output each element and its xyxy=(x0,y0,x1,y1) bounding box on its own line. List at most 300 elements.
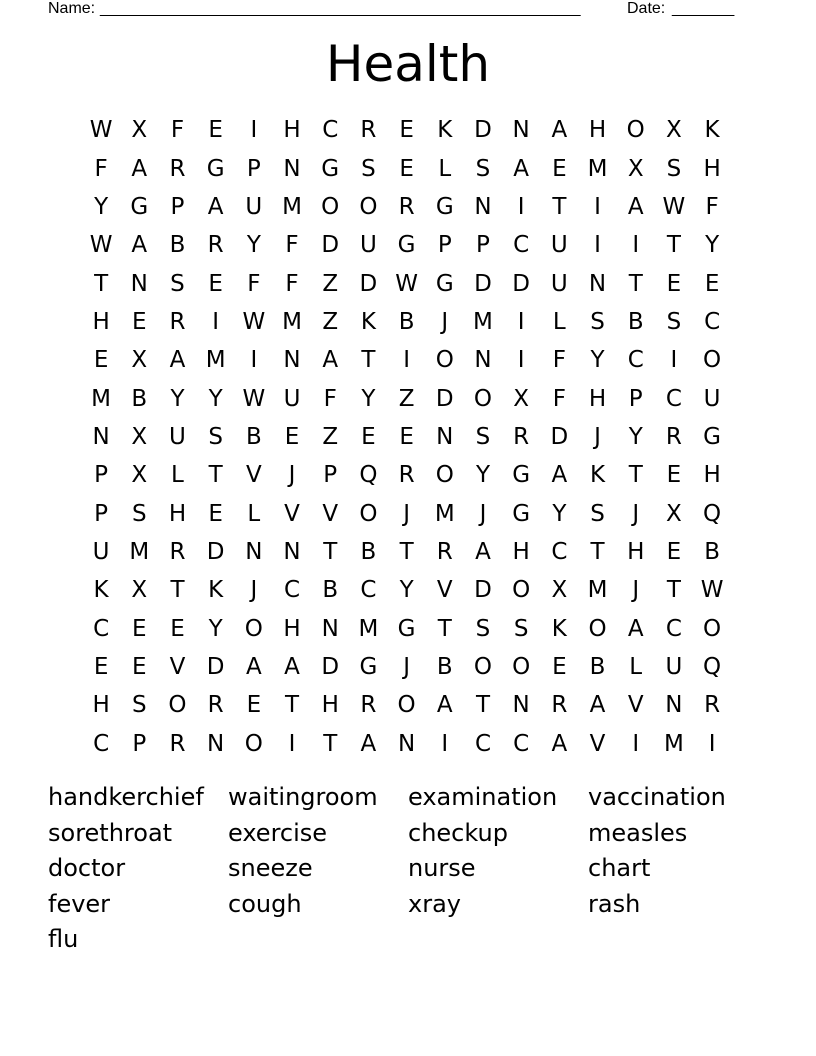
grid-letter: B xyxy=(245,423,262,450)
grid-letter: Z xyxy=(322,423,339,450)
word-list-item: fever xyxy=(48,889,111,918)
grid-letter: X xyxy=(666,117,682,144)
grid-letter: O xyxy=(435,347,454,374)
word-list-item: cough xyxy=(228,889,302,918)
grid-letter: N xyxy=(474,347,492,374)
grid-letter: D xyxy=(435,385,454,412)
grid-letter: E xyxy=(552,155,567,182)
grid-letter: E xyxy=(93,653,109,680)
grid-letter: M xyxy=(473,308,493,335)
grid-letter: Y xyxy=(170,385,185,412)
grid-letter: T xyxy=(628,270,643,297)
grid-letter: M xyxy=(282,193,302,220)
word-list xyxy=(48,780,768,958)
grid-letter: N xyxy=(92,423,110,450)
grid-letter: B xyxy=(627,308,644,335)
grid-letter: C xyxy=(513,232,530,259)
grid-letter: D xyxy=(206,653,225,680)
grid-letter: E xyxy=(208,500,223,527)
grid-letter: G xyxy=(703,423,721,450)
grid-letter: T xyxy=(437,615,452,642)
grid-letter: P xyxy=(132,730,147,757)
grid-letter: L xyxy=(552,308,566,335)
grid-letter: W xyxy=(89,117,113,144)
grid-letter: I xyxy=(632,730,640,757)
grid-letter: K xyxy=(704,117,720,144)
grid-letter: K xyxy=(360,308,376,335)
grid-letter: X xyxy=(131,462,148,489)
grid-letter: N xyxy=(436,423,454,450)
grid-letter: D xyxy=(321,232,340,259)
grid-letter: X xyxy=(666,500,682,527)
grid-letter: R xyxy=(360,692,377,719)
grid-letter: K xyxy=(551,615,567,642)
grid-letter: V xyxy=(589,730,606,757)
grid-letter: O xyxy=(703,347,722,374)
grid-letter: P xyxy=(476,232,490,259)
grid-letter: I xyxy=(594,232,601,259)
grid-row xyxy=(82,609,732,647)
grid-letter: H xyxy=(703,155,721,182)
grid-letter: S xyxy=(361,155,376,182)
grid-letter: L xyxy=(438,155,452,182)
grid-letter: R xyxy=(398,462,415,489)
grid-letter: U xyxy=(245,193,263,220)
grid-letter: I xyxy=(517,308,525,335)
grid-letter: N xyxy=(588,270,607,297)
grid-letter: A xyxy=(131,155,148,182)
grid-letter: C xyxy=(360,577,377,604)
grid-letter: E xyxy=(399,155,414,182)
grid-letter: P xyxy=(170,193,185,220)
grid-letter: A xyxy=(360,730,377,757)
grid-letter: A xyxy=(436,692,453,719)
grid-letter: Y xyxy=(208,385,223,412)
grid-letter: M xyxy=(587,577,608,604)
grid-letter: G xyxy=(435,270,454,297)
grid-letter: C xyxy=(513,730,530,757)
word-list-item: nurse xyxy=(408,854,476,882)
grid-letter: R xyxy=(551,692,568,719)
grid-letter: R xyxy=(207,692,224,719)
grid-letter: H xyxy=(168,500,187,527)
grid-letter: A xyxy=(245,653,262,680)
grid-letter: D xyxy=(474,117,492,144)
header-line xyxy=(48,0,748,20)
grid-letter: X xyxy=(513,385,530,412)
grid-letter: R xyxy=(169,308,186,335)
grid-letter: T xyxy=(628,462,643,489)
grid-letter: M xyxy=(663,730,684,757)
grid-letter: Y xyxy=(361,385,376,412)
grid-letter: Y xyxy=(399,577,414,604)
grid-letter: E xyxy=(170,615,185,642)
grid-letter: E xyxy=(284,423,300,450)
grid-letter: R xyxy=(360,117,377,144)
grid-letter: B xyxy=(322,577,339,604)
word-search-grid xyxy=(82,111,732,763)
grid-letter: J xyxy=(632,500,640,527)
grid-letter: W xyxy=(662,193,686,220)
grid-letter: P xyxy=(628,385,643,412)
grid-letter: S xyxy=(131,500,147,527)
grid-letter: S xyxy=(475,155,491,182)
grid-letter: M xyxy=(282,308,302,335)
grid-letter: V xyxy=(169,653,186,680)
grid-letter: B xyxy=(131,385,148,412)
grid-letter: V xyxy=(284,500,300,527)
date-label: Date: xyxy=(627,0,666,17)
grid-letter: C xyxy=(665,615,682,642)
grid-letter: O xyxy=(321,193,340,220)
word-list-item: rash xyxy=(588,889,641,918)
grid-letter: I xyxy=(670,347,678,374)
grid-letter: U xyxy=(550,270,568,297)
grid-letter: S xyxy=(666,155,682,182)
grid-letter: R xyxy=(169,730,186,757)
grid-letter: F xyxy=(247,270,261,297)
word-list-item: handkerchief xyxy=(48,783,204,811)
grid-row xyxy=(82,303,732,341)
grid-letter: J xyxy=(288,462,296,489)
grid-row xyxy=(82,533,732,571)
grid-letter: V xyxy=(436,577,453,604)
grid-letter: W xyxy=(700,577,724,604)
grid-letter: A xyxy=(475,538,491,565)
grid-letter: E xyxy=(704,270,720,297)
grid-letter: G xyxy=(512,500,531,527)
grid-letter: T xyxy=(285,692,300,719)
grid-row xyxy=(82,111,732,149)
word-list-item: waitingroom xyxy=(228,783,378,811)
grid-letter: L xyxy=(171,462,184,489)
word-list-item: exercise xyxy=(228,818,328,847)
grid-letter: J xyxy=(403,653,410,680)
grid-letter: Y xyxy=(475,462,490,489)
grid-letter: J xyxy=(632,577,640,604)
grid-row xyxy=(82,226,732,264)
grid-letter: K xyxy=(93,577,109,604)
grid-letter: U xyxy=(703,385,721,412)
grid-letter: C xyxy=(474,730,491,757)
grid-letter: I xyxy=(708,730,716,757)
grid-letter: E xyxy=(208,117,223,144)
grid-letter: X xyxy=(131,577,148,604)
grid-row xyxy=(82,494,732,532)
grid-letter: G xyxy=(435,193,454,220)
grid-letter: A xyxy=(513,155,530,182)
grid-row xyxy=(82,571,732,609)
grid-letter: D xyxy=(550,423,569,450)
grid-letter: T xyxy=(361,347,376,374)
grid-letter: F xyxy=(323,385,337,412)
grid-letter: A xyxy=(551,462,568,489)
grid-letter: O xyxy=(244,730,263,757)
grid-letter: K xyxy=(208,577,224,604)
grid-letter: Z xyxy=(322,308,339,335)
grid-row xyxy=(82,648,732,686)
grid-letter: N xyxy=(283,155,301,182)
grid-row xyxy=(82,456,732,494)
grid-letter: J xyxy=(441,308,449,335)
grid-letter: H xyxy=(703,462,721,489)
grid-letter: H xyxy=(627,538,645,565)
grid-letter: N xyxy=(665,692,683,719)
grid-letter: X xyxy=(131,347,148,374)
grid-letter: N xyxy=(474,193,492,220)
grid-letter: O xyxy=(588,615,607,642)
grid-letter: Z xyxy=(322,270,339,297)
grid-row xyxy=(82,264,732,302)
grid-letter: F xyxy=(94,155,108,182)
grid-letter: F xyxy=(285,270,299,297)
grid-letter: D xyxy=(512,270,531,297)
grid-letter: R xyxy=(398,193,415,220)
grid-letter: H xyxy=(92,308,110,335)
grid-letter: C xyxy=(284,577,301,604)
word-list-item: examination xyxy=(408,783,558,811)
grid-letter: N xyxy=(283,347,301,374)
grid-letter: O xyxy=(512,653,531,680)
grid-letter: B xyxy=(398,308,415,335)
grid-letter: U xyxy=(359,232,377,259)
grid-letter: G xyxy=(359,653,378,680)
grid-letter: D xyxy=(474,577,492,604)
grid-letter: X xyxy=(131,117,148,144)
grid-letter: T xyxy=(208,462,223,489)
word-list-item: checkup xyxy=(408,818,508,847)
grid-letter: X xyxy=(551,577,568,604)
grid-letter: H xyxy=(321,692,339,719)
grid-row xyxy=(82,418,732,456)
word-list-item: flu xyxy=(48,925,79,953)
grid-letter: O xyxy=(512,577,531,604)
grid-letter: O xyxy=(703,615,722,642)
grid-letter: R xyxy=(436,538,453,565)
grid-letter: R xyxy=(207,232,224,259)
word-list-item: measles xyxy=(588,818,688,847)
grid-letter: C xyxy=(627,347,644,374)
grid-letter: E xyxy=(361,423,376,450)
grid-letter: W xyxy=(395,270,418,297)
grid-letter: O xyxy=(359,500,378,527)
date-field: _______ xyxy=(672,0,735,17)
grid-letter: S xyxy=(513,615,529,642)
grid-letter: G xyxy=(130,193,149,220)
grid-letter: I xyxy=(517,193,525,220)
grid-letter: S xyxy=(208,423,223,450)
grid-letter: E xyxy=(666,270,682,297)
grid-letter: X xyxy=(627,155,644,182)
grid-letter: U xyxy=(550,232,568,259)
grid-letter: U xyxy=(283,385,301,412)
grid-letter: U xyxy=(665,653,683,680)
grid-letter: A xyxy=(589,692,606,719)
grid-row xyxy=(82,725,732,763)
grid-letter: Q xyxy=(359,462,378,489)
grid-letter: K xyxy=(437,117,453,144)
grid-letter: A xyxy=(627,615,644,642)
grid-letter: U xyxy=(92,538,110,565)
word-list-item: sorethroat xyxy=(48,818,173,847)
grid-letter: N xyxy=(512,117,530,144)
grid-letter: T xyxy=(475,692,490,719)
grid-letter: E xyxy=(666,538,682,565)
grid-letter: N xyxy=(397,730,416,757)
grid-letter: H xyxy=(92,692,110,719)
grid-letter: N xyxy=(283,538,301,565)
name-label: Name: xyxy=(48,0,96,17)
grid-letter: F xyxy=(552,347,566,374)
grid-letter: D xyxy=(321,653,340,680)
grid-letter: T xyxy=(666,577,681,604)
grid-row xyxy=(82,188,732,226)
grid-letter: B xyxy=(169,232,186,259)
grid-letter: J xyxy=(403,500,410,527)
grid-letter: W xyxy=(242,308,266,335)
grid-letter: K xyxy=(589,462,606,489)
grid-letter: O xyxy=(626,117,645,144)
grid-letter: D xyxy=(206,538,225,565)
grid-letter: T xyxy=(399,538,414,565)
grid-letter: O xyxy=(168,692,187,719)
grid-letter: W xyxy=(89,232,113,259)
grid-letter: L xyxy=(247,500,261,527)
grid-letter: S xyxy=(666,308,682,335)
grid-letter: T xyxy=(590,538,605,565)
grid-letter: N xyxy=(245,538,263,565)
grid-letter: D xyxy=(359,270,378,297)
grid-letter: I xyxy=(403,347,410,374)
grid-letter: Q xyxy=(703,653,722,680)
grid-letter: H xyxy=(588,117,607,144)
grid-letter: L xyxy=(629,653,643,680)
grid-letter: A xyxy=(551,117,568,144)
grid-letter: F xyxy=(285,232,299,259)
grid-letter: S xyxy=(475,615,491,642)
grid-letter: S xyxy=(590,308,605,335)
grid-letter: T xyxy=(323,538,338,565)
grid-letter: V xyxy=(245,462,262,489)
grid-letter: C xyxy=(93,615,110,642)
grid-letter: J xyxy=(594,423,601,450)
grid-letter: E xyxy=(666,462,682,489)
grid-row xyxy=(82,149,732,187)
grid-letter: N xyxy=(207,730,225,757)
grid-letter: E xyxy=(246,692,262,719)
grid-letter: Y xyxy=(94,193,109,220)
grid-letter: B xyxy=(360,538,377,565)
grid-letter: G xyxy=(397,615,416,642)
grid-letter: E xyxy=(552,653,567,680)
grid-letter: R xyxy=(513,423,530,450)
grid-letter: J xyxy=(250,577,258,604)
grid-letter: Q xyxy=(703,500,722,527)
grid-letter: C xyxy=(322,117,339,144)
grid-letter: Y xyxy=(552,500,567,527)
grid-letter: S xyxy=(170,270,185,297)
grid-letter: N xyxy=(321,615,339,642)
grid-letter: G xyxy=(206,155,225,182)
word-list-item: chart xyxy=(588,854,651,882)
grid-row xyxy=(82,379,732,417)
grid-letter: A xyxy=(551,730,568,757)
grid-letter: F xyxy=(170,117,185,144)
grid-letter: O xyxy=(397,692,416,719)
word-list-item: xray xyxy=(408,889,461,918)
grid-letter: B xyxy=(589,653,606,680)
grid-letter: I xyxy=(632,232,640,259)
grid-letter: H xyxy=(588,385,607,412)
grid-letter: T xyxy=(170,577,185,604)
grid-letter: M xyxy=(434,500,455,527)
grid-letter: P xyxy=(94,462,109,489)
grid-letter: B xyxy=(436,653,453,680)
grid-letter: V xyxy=(322,500,339,527)
grid-letter: H xyxy=(283,117,301,144)
grid-letter: X xyxy=(131,423,148,450)
grid-letter: Z xyxy=(398,385,415,412)
grid-letter: P xyxy=(246,155,261,182)
grid-letter: G xyxy=(512,462,531,489)
grid-letter: H xyxy=(283,615,301,642)
grid-letter: Y xyxy=(705,232,720,259)
grid-letter: O xyxy=(359,193,378,220)
grid-letter: O xyxy=(473,385,493,412)
grid-letter: Y xyxy=(628,423,643,450)
grid-letter: T xyxy=(552,193,567,220)
grid-letter: C xyxy=(93,730,110,757)
grid-letter: I xyxy=(441,730,449,757)
grid-letter: R xyxy=(169,538,186,565)
grid-letter: I xyxy=(212,308,220,335)
grid-letter: C xyxy=(665,385,682,412)
grid-letter: E xyxy=(93,347,109,374)
grid-letter: E xyxy=(399,117,414,144)
grid-letter: M xyxy=(205,347,226,374)
grid-letter: G xyxy=(321,155,340,182)
grid-letter: C xyxy=(551,538,568,565)
grid-letter: A xyxy=(207,193,224,220)
grid-letter: R xyxy=(169,155,186,182)
grid-letter: E xyxy=(132,615,147,642)
grid-letter: T xyxy=(666,232,681,259)
grid-letter: R xyxy=(704,692,721,719)
grid-letter: O xyxy=(435,462,454,489)
grid-letter: A xyxy=(131,232,148,259)
grid-letter: A xyxy=(169,347,186,374)
grid-letter: R xyxy=(665,423,682,450)
word-list-item: vaccination xyxy=(588,783,726,811)
grid-letter: M xyxy=(91,385,112,412)
grid-letter: P xyxy=(437,232,452,259)
grid-letter: Y xyxy=(208,615,223,642)
grid-letter: O xyxy=(244,615,263,642)
word-list-item: sneeze xyxy=(228,854,313,882)
grid-letter: E xyxy=(132,653,147,680)
grid-letter: T xyxy=(323,730,338,757)
grid-letter: V xyxy=(627,692,644,719)
grid-letter: D xyxy=(474,270,492,297)
grid-letter: B xyxy=(704,538,720,565)
grid-letter: T xyxy=(94,270,109,297)
grid-letter: F xyxy=(705,193,719,220)
grid-letter: F xyxy=(552,385,566,412)
grid-letter: M xyxy=(129,538,150,565)
grid-letter: N xyxy=(512,692,530,719)
grid-letter: W xyxy=(242,385,266,412)
grid-row xyxy=(82,686,732,724)
